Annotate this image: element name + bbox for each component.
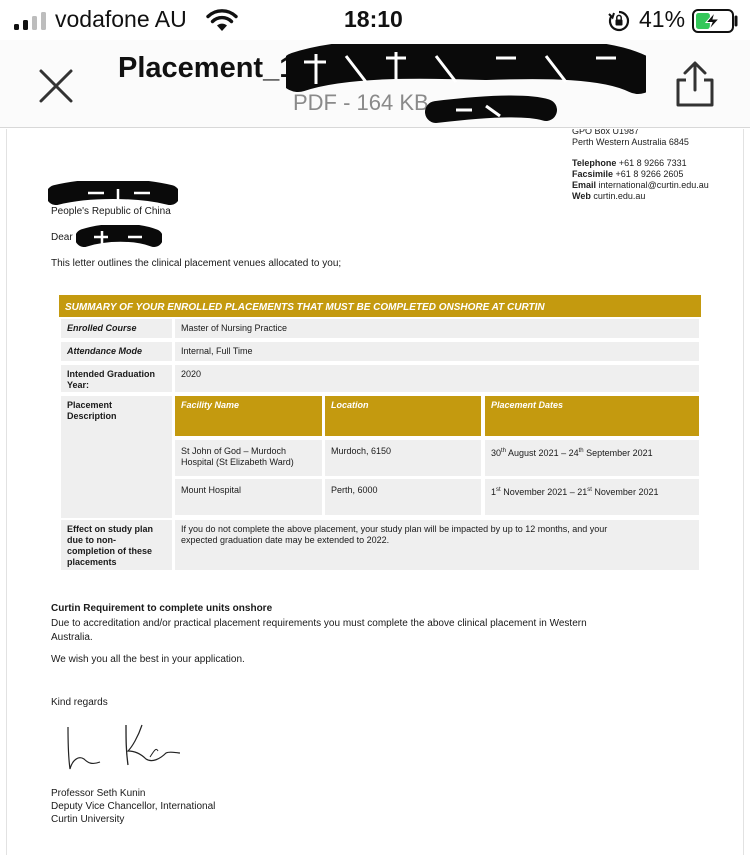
attendance-mode-value: Internal, Full Time [175,342,699,361]
column-header-facility: Facility Name [175,396,322,436]
effect-on-study-plan-label: Effect on study plan due to non- completion of these placements [61,520,172,570]
close-icon[interactable] [36,66,76,106]
attendance-mode-label: Attendance Mode [61,342,172,361]
table-row-2-dates: 1st November 2021 – 21st November 2021 [485,479,699,515]
redaction-mark [286,44,646,126]
table-row-2-facility: Mount Hospital [175,479,322,515]
requirement-text-line-2: Australia. [51,632,93,643]
redaction-mark [76,225,162,251]
enrolled-course-value: Master of Nursing Practice [175,319,699,338]
placement-summary-table [59,295,701,571]
signature-image [62,721,192,777]
signatory-organisation: Curtin University [51,814,125,825]
table-heading: SUMMARY OF YOUR ENROLLED PLACEMENTS THAT MUST BE COMPLETED ONSHORE AT CURTIN [59,295,701,317]
column-header-dates: Placement Dates [485,396,699,436]
table-row-1-dates: 30th August 2021 – 24th September 2021 [485,440,699,476]
address-facsimile: Facsimile +61 8 9266 2605 [572,169,684,179]
effect-on-study-plan-value: If you do not complete the above placement, your study plan will be impacted by up to 12 months, and your expected graduation date may be extended to 2022. [175,520,699,570]
salutation: Dear [51,232,73,243]
signatory-title: Deputy Vice Chancellor, International [51,801,216,812]
battery-charging-icon [692,9,740,33]
intro-text: This letter outlines the clinical placement venues allocated to you; [51,258,342,269]
table-row-1-location: Murdoch, 6150 [325,440,481,476]
address-web: Web curtin.edu.au [572,191,646,201]
recipient-country: People's Republic of China [51,206,171,217]
table-row-1-facility: St John of God – Murdoch Hospital (St Elizabeth Ward) [175,440,322,476]
signatory-name: Professor Seth Kunin [51,788,146,799]
table-row-2-location: Perth, 6000 [325,479,481,515]
battery-percentage: 41% [639,6,686,32]
redaction-mark [48,181,178,209]
pdf-page[interactable] [0,129,750,855]
graduation-year-label: Intended Graduation Year: [61,365,172,392]
placement-description-label: Placement Description [61,396,172,518]
share-icon[interactable] [672,60,718,108]
requirement-heading: Curtin Requirement to complete units onshore [51,603,273,614]
requirement-text-line-1: Due to accreditation and/or practical placement requirements you must complete the above clinical placement in Western [51,618,587,629]
address-po-box: GPO Box U1987 [572,129,640,136]
graduation-year-value: 2020 [175,365,699,392]
document-file-info: PDF - 164 KB [293,90,429,115]
address-email: Email international@curtin.edu.au [572,180,709,190]
wifi-icon [206,9,238,33]
carrier-name: vodafone AU [55,6,187,32]
status-time: 18:10 [344,6,403,32]
address-telephone: Telephone +61 8 9266 7331 [572,158,687,168]
document-title: Placement_1 [118,52,296,84]
address-city: Perth Western Australia 6845 [572,137,689,147]
status-bar [0,0,750,40]
orientation-lock-icon [607,9,631,33]
enrolled-course-label: Enrolled Course [61,319,172,338]
cellular-signal-icon [14,12,50,30]
document-header [0,40,750,128]
wishes-text: We wish you all the best in your application. [51,654,245,665]
column-header-location: Location [325,396,481,436]
closing-text: Kind regards [51,697,108,708]
